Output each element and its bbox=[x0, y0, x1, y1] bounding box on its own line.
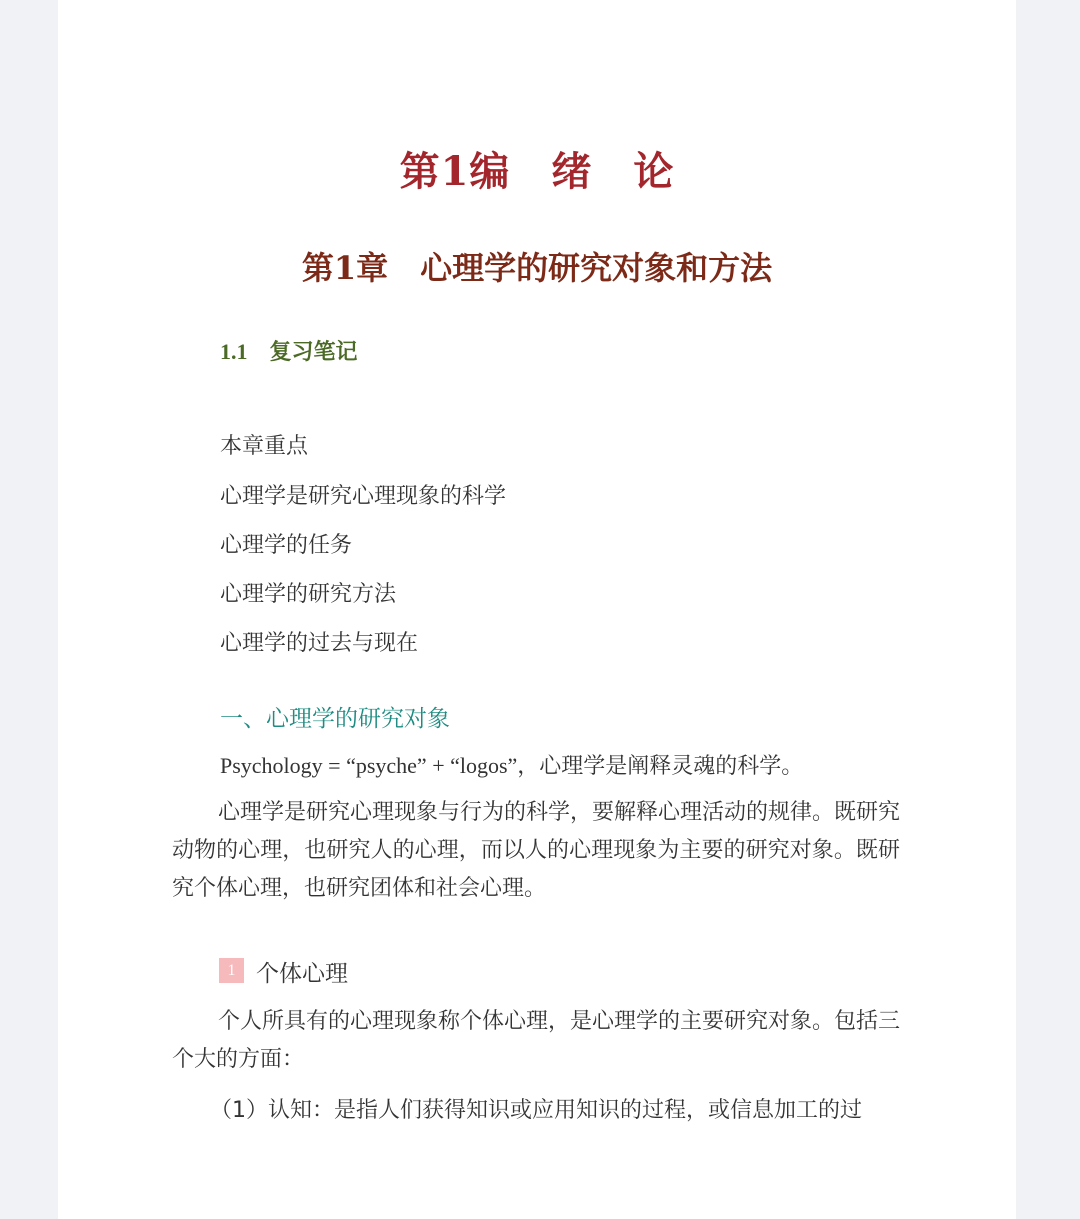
section-heading bbox=[220, 335, 358, 366]
key-point-item: 心理学是研究心理现象的科学 bbox=[220, 484, 507, 509]
individual-heading: 个体心理 bbox=[256, 961, 348, 987]
part-title: 第1编 绪 论 bbox=[399, 148, 675, 195]
number-badge: 1 bbox=[219, 958, 244, 983]
key-point-item: 心理学的研究方法 bbox=[220, 582, 397, 607]
section-number: 1.1 bbox=[220, 339, 248, 364]
key-point-item: 心理学的过去与现在 bbox=[220, 631, 419, 656]
key-points-heading: 本章重点 bbox=[220, 434, 309, 459]
part-one-heading: 一、心理学的研究对象 bbox=[220, 706, 450, 732]
definition-paragraph: 心理学是研究心理现象与行为的科学，要解释心理活动的规律。既研究动物的心理，也研究人的心理，而以人的心理现象为主要的研究对象。既研究个体心理，也研究团体和社会心理。 bbox=[172, 800, 901, 901]
etymology-line: Psychology = “psyche” + “logos”，心理学是阐释灵魂的科学。 bbox=[220, 753, 804, 778]
chapter-title: 第1章 心理学的研究对象和方法 bbox=[301, 249, 773, 287]
individual-paragraph: 个人所具有的心理现象称个体心理，是心理学的主要研究对象。包括三个大的方面： bbox=[172, 1009, 901, 1072]
key-point-item: 心理学的任务 bbox=[220, 533, 353, 558]
cognition-item: （1）认知：是指人们获得知识或应用知识的过程，或信息加工的过 bbox=[210, 1098, 862, 1123]
document-page bbox=[58, 0, 1016, 1219]
section-title: 复习笔记 bbox=[269, 340, 358, 365]
